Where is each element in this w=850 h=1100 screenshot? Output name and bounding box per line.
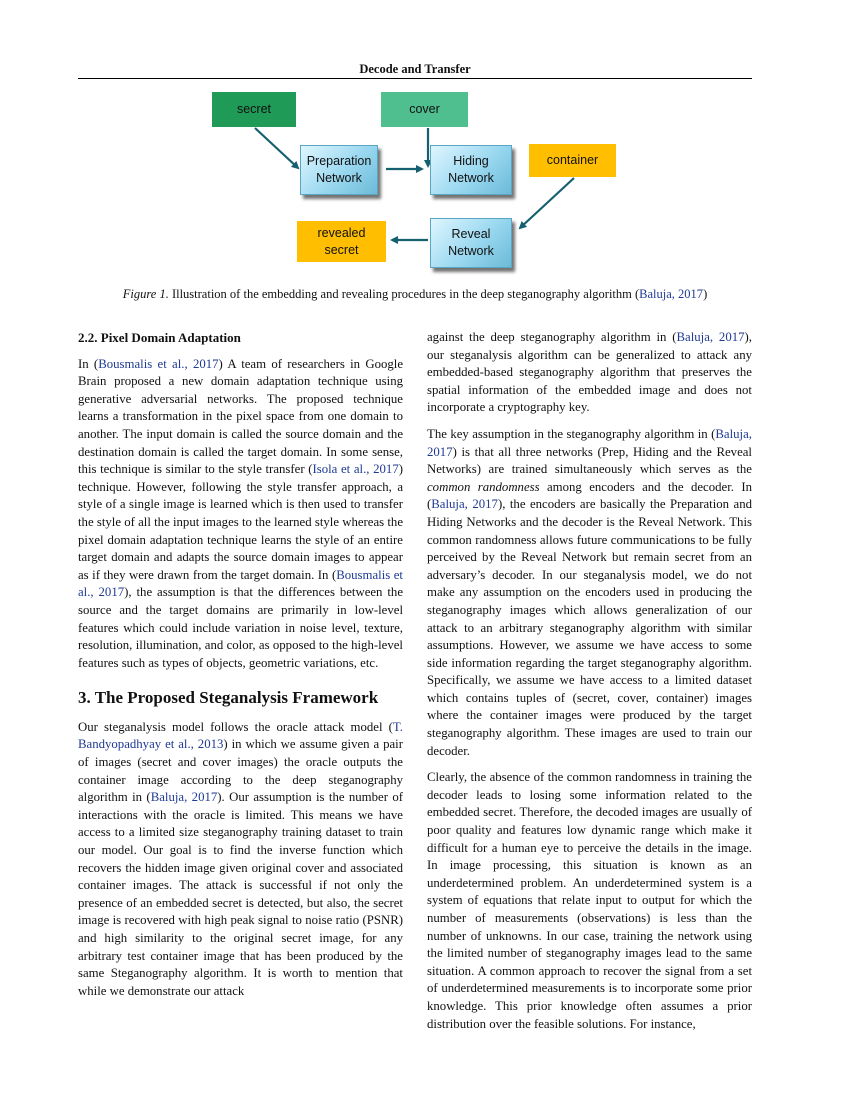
preparation-network-box: Preparation Network	[300, 145, 378, 195]
section-2-2-heading: 2.2. Pixel Domain Adaptation	[78, 330, 241, 345]
paragraph: Our steganalysis model follows the oracle attack model (T. Bandyopadhyay et al., 2013) in which we assume given a pair of images (secret and cover images) the oracle outputs the container image according to the deep steganography algorithm in (Baluja, 2017). Our assumption is the number of interactions with the oracle is limited. This means we have access to a limited size steganography training dataset to train our model. Our goal is to find the inverse function which recovers the hidden image given original cover and associated container images. The attack is successful if not only the presence of an embedded secret is detected, but also, the secret image is recovered with high peak signal to noise ratio (PSNR) and high similarity to the original secret image, for any arbitrary test container image that has been produced by the same Steganography algorithm. It is worth to mention that while we demonstrate our attack	[78, 719, 403, 998]
cover-box: cover	[381, 92, 468, 127]
running-title: Decode and Transfer	[359, 62, 471, 76]
paragraph: In (Bousmalis et al., 2017) A team of researchers in Google Brain proposed a new domain adaptation technique using generative adversarial networks. The proposed technique learns a transformation in the pixel space from one domain to another. The input domain is called the source domain and the destination domain is called the target domain. In some sense, this technique is similar to the style transfer (Isola et al., 2017) technique. However, following the style transfer approach, a style of a single image is learned which is then used to transfer the style of all the input images to the learned style whereas the pixel domain adaptation technique learns the style of an entire target domain and adapts the source domain images to appear as if they were drawn from the target domain. In (Bousmalis et al., 2017), the assumption is that the differences between the source and the target domains are primarily in low-level features which could include variation in noise level, texture, resolution, illumination, and color, as opposed to the high-level features such as types of objects, geometric variations, etc.	[78, 356, 403, 670]
citation-link[interactable]: Baluja, 2017	[676, 330, 745, 344]
citation-link[interactable]: T. Bandyopadhyay et al., 2013	[78, 719, 403, 752]
header-rule	[78, 78, 752, 79]
paragraph: against the deep steganography algorithm in (Baluja, 2017), our steganalysis algorithm can be generalized to attack any embedded-based steganography algorithm that preserves the spatial information of the embedded image and does not incorporate a cryptography key.	[427, 330, 752, 415]
arrow-container-to-reveal	[520, 178, 574, 228]
citation-link[interactable]: Bousmalis et al., 2017	[98, 356, 219, 371]
paragraph: The key assumption in the steganography algorithm in (Baluja, 2017) is that all three networks (Prep, Hiding and the Reveal Networks) are trained simultaneously which serves as the common randomness among encoders and the decoder. In (Baluja, 2017), the encoders are basically the Preparation and Hiding Networks and the decoder is the Reveal Network. This common randomness allows future communications to be fully perceived by the Reveal Network but remain secret from an adversary’s decoder. In our steganalysis model, we do not make any assumption on the encoders used in producing the steganography images which allows generalization of our attack to an arbitrary steganography algorithm with similar assumptions. However, we assume we have access to some side information regarding the target steganography algorithm. Specifically, we assume we have access to a limited dataset which contains tuples of (secret, cover, container) images where the container images were produced by the target steganography algorithm. These images are used to train our decoder.	[427, 426, 752, 758]
arrow-secret-to-prep	[255, 128, 298, 168]
paragraph: Clearly, the absence of the common randomness in training the decoder leads to losing some information related to the embedded secret. Therefore, the decoded images are usually of poor quality and features low dynamic range which make it difficult for a human eye to perceive the details in the image. In image processing, this situation is known as an underdetermined problem. An underdetermined system is a system of equations that relate input to output for which the number of measurements (observations) is less than the number of unknowns. In our case, training the network using the limited number of steganography images lead to the same situation. A common approach to recover the signal from a set of underdetermined measurements is to incorporate some prior knowledge. This prior knowledge often assumes a prior distribution over the feasible solutions. For instance,	[427, 770, 752, 1031]
citation-link[interactable]: Isola et al., 2017	[312, 462, 399, 477]
citation-link[interactable]: Bousmalis et al., 2017	[78, 567, 403, 600]
citation-link[interactable]: Baluja, 2017	[639, 287, 704, 301]
secret-box: secret	[212, 92, 296, 127]
citation-link[interactable]: Baluja, 2017	[427, 426, 752, 459]
right-column	[427, 329, 752, 1042]
revealed-secret-box: revealed secret	[297, 221, 386, 262]
citation-link[interactable]: Baluja, 2017	[431, 497, 498, 512]
left-column	[78, 329, 403, 1009]
figure-caption: Figure 1. Illustration of the embedding and revealing procedures in the deep steganography algorithm (Baluja, 2017)	[122, 287, 708, 301]
hiding-network-box: Hiding Network	[430, 145, 512, 195]
container-box: container	[529, 144, 616, 177]
figure-diagram	[200, 88, 640, 273]
citation-link[interactable]: Baluja, 2017	[150, 790, 218, 805]
reveal-network-box: Reveal Network	[430, 218, 512, 268]
section-3-heading: 3. The Proposed Steganalysis Framework	[78, 688, 379, 708]
